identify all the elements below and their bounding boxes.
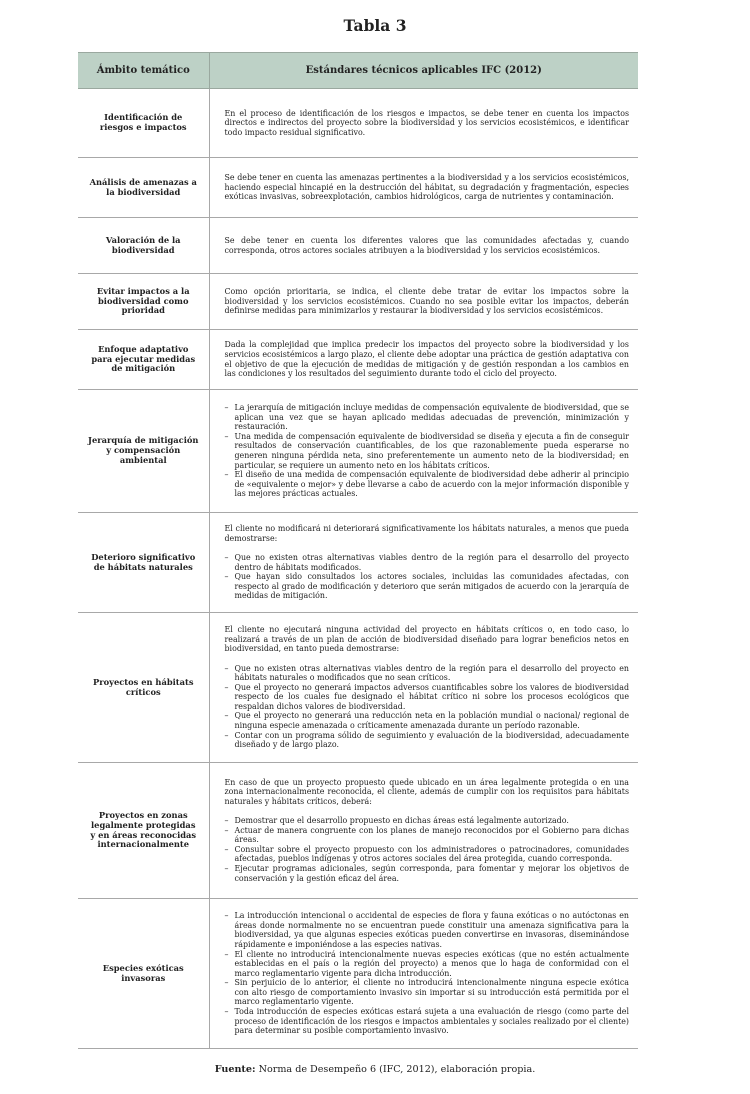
- list-item: – Que el proyecto no generará una reducción neta en la población mundial o nacional/ regional de ninguna especie amenazada o críticamente amenazada durante un período razonable.: [225, 711, 630, 730]
- list-item: – Consultar sobre el proyecto propuesto con los administradores o patrocinadores, comunidades afectadas, pueblos indígenas y otros actores sociales del área protegida, cuando corresponda.: [225, 845, 630, 864]
- row-scope: Proyectos en hábitats críticos: [78, 613, 209, 763]
- source-text: Norma de Desempeño 6 (IFC, 2012), elaboración propia.: [255, 1064, 536, 1075]
- list-item: – El diseño de una medida de compensación equivalente de biodiversidad debe adherir al principio de «equivalente o mejor» y debe llevarse a cabo de acuerdo con la mejor información disponible y las mejores prácticas actuales.: [225, 470, 630, 499]
- row-scope: Evitar impactos a la biodiversidad como prioridad: [78, 274, 209, 330]
- row-intro: El cliente no modificará ni deteriorará significativamente los hábitats naturales, a menos que pueda demostrarse:: [224, 524, 629, 543]
- row-scope: Análisis de amenazas a la biodiversidad: [78, 158, 209, 218]
- table-row: [78, 899, 638, 1049]
- list-item: – Demostrar que el desarrollo propuesto en dichas áreas está legalmente autorizado.: [225, 816, 630, 826]
- list-item: – Una medida de compensación equivalente de biodiversidad se diseña y ejecuta a fin de conseguir resultados de conservación cuantificables, de los que razonablemente pueda esperarse no generen ninguna pérdida neta, sino preferentemente un aumento neto de la biodiversidad; en particular, se requiere un aumento neto en los hábitats críticos.: [225, 432, 630, 470]
- row-intro: El cliente no ejecutará ninguna actividad del proyecto en hábitats críticos o, en todo caso, lo realizará a través de un plan de acción de biodiversidad diseñado para lograr beneficios netos en biodiversidad, en tanto pueda demostrarse:: [224, 625, 629, 654]
- source-note: [0, 1064, 750, 1075]
- list-item: – Que no existen otras alternativas viables dentro de la región para el desarrollo del proyecto en hábitats naturales o modificados que no sean críticos.: [225, 664, 630, 683]
- row-description: [209, 899, 638, 1049]
- list-item: – La introducción intencional o accidental de especies de flora y fauna exóticas o no autóctonas en áreas donde normalmente no se encuentran puede constituir una amenaza significativa para la biodiversidad, ya que algunas especies exóticas pueden convertirse en invasoras, diseminándose rápidamente e imponiéndose a las especies nativas.: [225, 911, 630, 949]
- row-scope: Jerarquía de mitigación y compensación ambiental: [78, 390, 209, 513]
- row-description: [209, 330, 638, 390]
- list-item: – Que hayan sido consultados los actores sociales, incluidas las comunidades afectadas, con respecto al grado de modificación y deterioro que serán mitigados de acuerdo con la jerarquía de medidas de mitigación.: [225, 572, 630, 601]
- row-bullet-list: [225, 911, 630, 1036]
- row-scope: Valoración de la biodiversidad: [78, 218, 209, 274]
- table-row: [78, 513, 638, 613]
- row-intro: En caso de que un proyecto propuesto quede ubicado en un área legalmente protegida o en una zona internacionalmente reconocida, el cliente, además de cumplir con los requisitos para hábitats naturales y hábitats críticos, deberá:: [224, 777, 629, 806]
- row-bullet-list: [225, 664, 630, 750]
- list-item: – Actuar de manera congruente con los planes de manejo reconocidos por el Gobierno para dichas áreas.: [225, 826, 630, 845]
- row-description: [209, 613, 638, 763]
- row-intro: Como opción prioritaria, se indica, el cliente debe tratar de evitar los impactos sobre la biodiversidad y los servicios ecosistémicos. Cuando no sea posible evitar los impactos, deberán definirse medidas para minimizarlos y restaurar la biodiversidad y los servicios ecosistémicos.: [224, 287, 629, 316]
- list-item: – El cliente no introducirá intencionalmente nuevas especies exóticas (que no estén actualmente establecidas en el país o la región del proyecto) a menos que lo haga de conformidad con el marco reglamentario vigente para dicha introducción.: [225, 950, 630, 979]
- table-row: [78, 763, 638, 899]
- row-bullet-list: [225, 403, 630, 499]
- list-item: – Sin perjuicio de lo anterior, el cliente no introducirá intencionalmente ninguna especie exótica con alto riesgo de comportamiento invasivo sin importar si su introducción está permitida por el marco reglamentario vigente.: [225, 978, 630, 1007]
- standards-table: [78, 52, 638, 1049]
- list-item: – Contar con un programa sólido de seguimiento y evaluación de la biodiversidad, adecuadamente diseñado y de largo plazo.: [225, 731, 630, 750]
- table-header-row: [78, 53, 638, 89]
- table-row: [78, 89, 638, 158]
- row-intro: En el proceso de identificación de los riesgos e impactos, se debe tener en cuenta los impactos directos e indirectos del proyecto sobre la biodiversidad y los servicios ecosistémicos, e identificar todo impacto residual significativo.: [224, 108, 629, 137]
- table-row: [78, 218, 638, 274]
- row-scope: Deterioro significativo de hábitats naturales: [78, 513, 209, 613]
- row-description: [209, 158, 638, 218]
- list-item: – Que no existen otras alternativas viables dentro de la región para el desarrollo del proyecto dentro de hábitats modificados.: [225, 553, 630, 572]
- header-standards: Estándares técnicos aplicables IFC (2012): [209, 53, 638, 89]
- table-title: Tabla 3: [343, 16, 407, 35]
- row-intro: Se debe tener en cuenta los diferentes valores que las comunidades afectadas y, cuando corresponda, otros actores sociales atribuyen a la biodiversidad y los servicios ecosistémicos.: [224, 235, 629, 255]
- list-item: – La jerarquía de mitigación incluye medidas de compensación equivalente de biodiversidad, que se aplican una vez que se hayan aplicado medidas adecuadas de prevención, minimización y restauración.: [225, 403, 630, 432]
- source-label: Fuente:: [214, 1064, 256, 1075]
- header-scope: Ámbito temático: [78, 53, 209, 89]
- row-bullet-list: [225, 816, 630, 883]
- row-description: [209, 513, 638, 613]
- row-description: [209, 218, 638, 274]
- row-scope: Proyectos en zonas legalmente protegidas y en áreas reconocidas internacionalmente: [78, 763, 209, 899]
- row-intro: Se debe tener en cuenta las amenazas pertinentes a la biodiversidad y a los servicios ecosistémicos, haciendo especial hincapié en la destrucción del hábitat, su degradación y fragmentación, especies exóticas invasivas, sobreexplotación, cambios hidrológicos, carga de nutrientes y contaminación.: [224, 173, 629, 202]
- row-description: [209, 763, 638, 899]
- row-description: [209, 89, 638, 158]
- row-scope: Enfoque adaptativo para ejecutar medidas de mitigación: [78, 330, 209, 390]
- row-description: [209, 390, 638, 513]
- table-row: [78, 390, 638, 513]
- row-bullet-list: [225, 553, 630, 601]
- row-scope: Especies exóticas invasoras: [78, 899, 209, 1049]
- row-intro: Dada la complejidad que implica predecir los impactos del proyecto sobre la biodiversidad y los servicios ecosistémicos a largo plazo, el cliente debe adoptar una práctica de gestión adaptativa con el objetivo de que la ejecución de medidas de mitigación y de gestión respondan a los cambios en las condiciones y los resultados del seguimiento durante todo el ciclo del proyecto.: [224, 340, 629, 379]
- row-description: [209, 274, 638, 330]
- list-item: – Ejecutar programas adicionales, según corresponda, para fomentar y mejorar los objetivos de conservación y la gestión eficaz del área.: [225, 864, 630, 883]
- table-row: [78, 330, 638, 390]
- table-row: [78, 613, 638, 763]
- table-row: [78, 158, 638, 218]
- table-row: [78, 274, 638, 330]
- list-item: – Toda introducción de especies exóticas estará sujeta a una evaluación de riesgo (como parte del proceso de identificación de los riesgos e impactos ambientales y sociales realizado por el cliente) para determinar su posible comportamiento invasivo.: [225, 1007, 630, 1036]
- list-item: – Que el proyecto no generará impactos adversos cuantificables sobre los valores de biodiversidad respecto de los cuales fue designado el hábitat crítico ni sobre los procesos ecológicos que respaldan dichos valores de biodiversidad.: [225, 683, 630, 712]
- row-scope: Identificación de riesgos e impactos: [78, 89, 209, 158]
